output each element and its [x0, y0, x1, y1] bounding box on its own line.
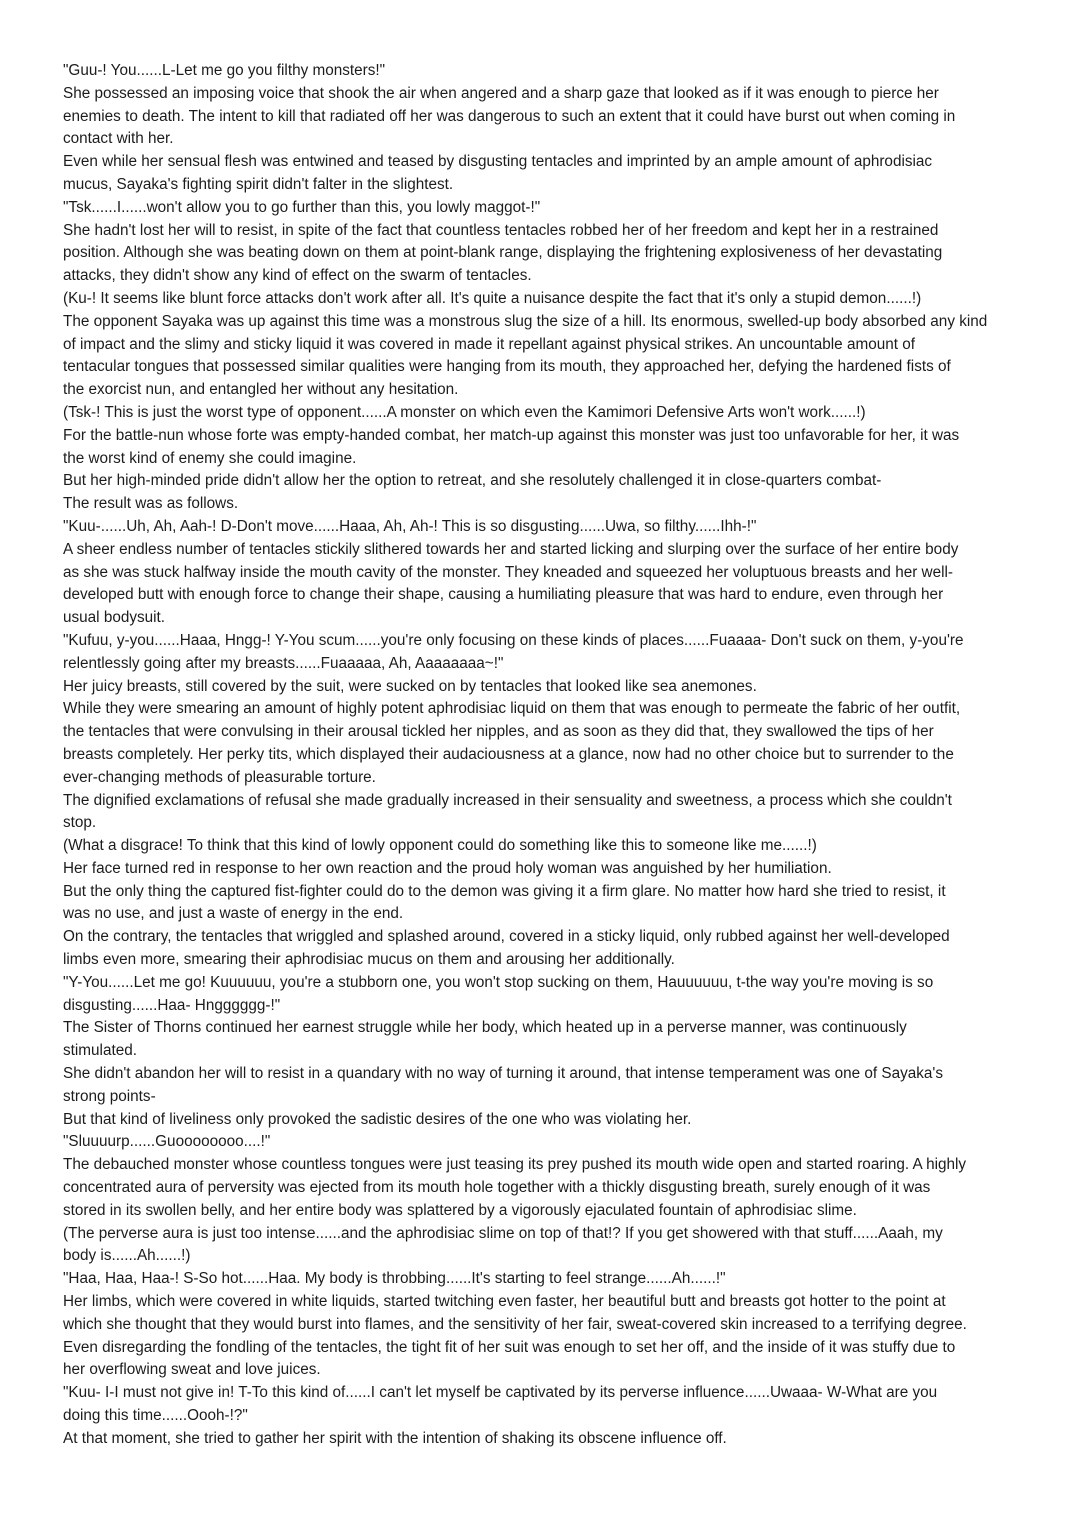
- text-line: For the battle-nun whose forte was empty-handed combat, her match-up against this monster was just too unfavorable for her, it was: [63, 426, 960, 444]
- text-line: doing this time......Oooh-!?": [63, 1407, 248, 1425]
- text-line: disgusting......Haa- Hngggggg-!": [63, 996, 281, 1014]
- paragraph: [63, 470, 1023, 493]
- text-line: (The perverse aura is just too intense......and the aphrodisiac slime on top of that!? If you get showered with that stuff......Aaah, my: [63, 1224, 943, 1242]
- text-line: contact with her.: [63, 130, 174, 148]
- text-line: Even disregarding the fondling of the tentacles, the tight fit of her suit was enough to set her off, and the inside of it was stuffy due to: [63, 1338, 956, 1356]
- text-line: her overflowing sweat and love juices.: [63, 1361, 321, 1379]
- text-line: body is......Ah......!): [63, 1247, 191, 1265]
- paragraph: [63, 972, 1023, 1018]
- paragraph: [63, 1063, 1023, 1109]
- paragraph: [63, 630, 1023, 676]
- paragraph: [63, 1154, 1023, 1222]
- paragraph: [63, 1223, 1023, 1269]
- text-line: On the contrary, the tentacles that wriggled and splashed around, covered in a sticky liquid, only rubbed against her well-developed: [63, 928, 950, 946]
- text-line: limbs even more, smearing their aphrodisiac mucus on them and arousing her additionally.: [63, 951, 675, 969]
- paragraph: [63, 926, 1023, 972]
- text-line: She possessed an imposing voice that shook the air when angered and a sharp gaze that looked as if it was enough to pierce her: [63, 84, 939, 102]
- text-line: But the only thing the captured fist-fighter could do to the demon was giving it a firm glare. No matter how hard she tried to resist, it: [63, 882, 946, 900]
- paragraph: [63, 790, 1023, 836]
- paragraph: [63, 83, 1023, 151]
- paragraph: [63, 493, 1023, 516]
- text-line: While they were smearing an amount of highly potent aphrodisiac liquid on them that was enough to permeate the fabric of her outfit,: [63, 700, 961, 718]
- text-line: breasts completely. Her perky tits, which displayed their audaciousness at a glance, now had no other choice but to surrender to the: [63, 745, 954, 763]
- text-line: The debauched monster whose countless tongues were just teasing its prey pushed its mouth wide open and started roaring. A highly: [63, 1156, 967, 1174]
- paragraph: [63, 676, 1023, 699]
- story-text: [63, 60, 1023, 1451]
- text-line: At that moment, she tried to gather her spirit with the intention of shaking its obscene influence off.: [63, 1429, 727, 1447]
- paragraph: [63, 858, 1023, 881]
- text-line: tentacular tongues that possessed similar qualities were hanging from its mouth, they approached her, defying the hardened fists of: [63, 358, 951, 376]
- text-line: "Y-You......Let me go! Kuuuuuu, you're a stubborn one, you won't stop sucking on them, Hauuuuuu, t-the way you're moving is so: [63, 973, 934, 991]
- text-line: ever-changing methods of pleasurable torture.: [63, 768, 376, 786]
- paragraph: [63, 197, 1023, 220]
- text-line: Her juicy breasts, still covered by the suit, were sucked on by tentacles that looked like sea anemones.: [63, 677, 757, 695]
- text-line: strong points-: [63, 1087, 156, 1105]
- text-line: concentrated aura of perversity was ejected from its mouth hole together with a thickly disgusting breath, surely enough of it was: [63, 1179, 931, 1197]
- paragraph: [63, 1428, 1023, 1451]
- paragraph: [63, 220, 1023, 288]
- text-line: But her high-minded pride didn't allow her the option to retreat, and she resolutely challenged it in close-quarters combat-: [63, 472, 882, 490]
- text-line: stimulated.: [63, 1042, 137, 1060]
- text-line: The result was as follows.: [63, 495, 239, 513]
- text-line: "Tsk......I......won't allow you to go further than this, you lowly maggot-!": [63, 198, 541, 216]
- text-line: Even while her sensual flesh was entwined and teased by disgusting tentacles and imprinted by an ample amount of aphrodisiac: [63, 153, 933, 171]
- paragraph: [63, 698, 1023, 789]
- text-line: (What a disgrace! To think that this kind of lowly opponent could do something like this to someone like me......!): [63, 837, 817, 855]
- paragraph: [63, 60, 1023, 83]
- text-line: Her limbs, which were covered in white liquids, started twitching even faster, her beautiful butt and breasts got hotter to the point at: [63, 1293, 946, 1311]
- paragraph: [63, 425, 1023, 471]
- paragraph: [63, 1131, 1023, 1154]
- paragraph: [63, 402, 1023, 425]
- text-line: usual bodysuit.: [63, 609, 166, 627]
- text-line: relentlessly going after my breasts......Fuaaaaa, Ah, Aaaaaaaa~!": [63, 654, 504, 672]
- paragraph: [63, 1382, 1023, 1428]
- text-line: She didn't abandon her will to resist in a quandary with no way of turning it around, that intense temperament was one of Sayaka's: [63, 1065, 943, 1083]
- text-line: which she thought that they would burst into flames, and the sensitivity of her fair, sweat-covered skin increased to a terrifying degree.: [63, 1315, 967, 1333]
- text-line: But that kind of liveliness only provoked the sadistic desires of the one who was violating her.: [63, 1110, 692, 1128]
- text-line: position. Although she was beating down on them at point-blank range, displaying the frightening explosiveness of her devastating: [63, 244, 943, 262]
- text-line: attacks, they didn't show any kind of effect on the swarm of tentacles.: [63, 267, 532, 285]
- text-line: of impact and the slimy and sticky liquid it was covered in made it repellant against physical strikes. An uncountable amount of: [63, 335, 915, 353]
- text-line: the exorcist nun, and entangled her without any hesitation.: [63, 381, 459, 399]
- text-line: "Sluuuurp......Guoooooooo....!": [63, 1133, 271, 1151]
- paragraph: [63, 1017, 1023, 1063]
- text-line: "Kuu- I-I must not give in! T-To this kind of......I can't let myself be captivated by its perverse influence......Uwaaa- W-What are you: [63, 1384, 938, 1402]
- paragraph: [63, 1109, 1023, 1132]
- paragraph: [63, 881, 1023, 927]
- text-line: She hadn't lost her will to resist, in spite of the fact that countless tentacles robbed her of her freedom and kept her in a restrained: [63, 221, 939, 239]
- text-line: was no use, and just a waste of energy in the end.: [63, 905, 404, 923]
- text-line: stop.: [63, 814, 97, 832]
- paragraph: [63, 151, 1023, 197]
- paragraph: [63, 835, 1023, 858]
- text-line: "Kuu-......Uh, Ah, Aah-! D-Don't move......Haaa, Ah, Ah-! This is so disgusting......Uwa, so filthy......Ihh-!": [63, 517, 757, 535]
- text-line: developed butt with enough force to change their shape, causing a humiliating pleasure that was hard to endure, even through her: [63, 586, 944, 604]
- text-line: stored in its swollen belly, and her entire body was splattered by a vigorously ejaculated fountain of aphrodisiac slime.: [63, 1201, 857, 1219]
- paragraph: [63, 516, 1023, 539]
- paragraph: [63, 1291, 1023, 1382]
- text-line: A sheer endless number of tentacles stickily slithered towards her and started licking and slurping over the surface of her entire body: [63, 540, 959, 558]
- text-line: as she was stuck halfway inside the mouth cavity of the monster. They kneaded and squeezed her voluptuous breasts and her well-: [63, 563, 953, 581]
- paragraph: [63, 539, 1023, 630]
- paragraph: [63, 288, 1023, 311]
- text-line: "Guu-! You......L-Let me go you filthy monsters!": [63, 62, 386, 79]
- text-line: the tentacles that were convulsing in their arousal tickled her nipples, and as soon as they did that, they swallowed the tips of her: [63, 723, 934, 741]
- text-line: the worst kind of enemy she could imagine.: [63, 449, 357, 467]
- text-line: The opponent Sayaka was up against this time was a monstrous slug the size of a hill. Its enormous, swelled-up body absorbed any kind: [63, 312, 988, 330]
- text-line: The Sister of Thorns continued her earnest struggle while her body, which heated up in a perverse manner, was continuously: [63, 1019, 907, 1037]
- text-line: "Kufuu, y-you......Haaa, Hngg-! Y-You scum......you're only focusing on these kinds of places......Fuaaaa- Don't suck on them, y-you're: [63, 631, 964, 649]
- paragraph: [63, 1268, 1023, 1291]
- text-line: Her face turned red in response to her own reaction and the proud holy woman was anguished by her humiliation.: [63, 859, 832, 877]
- text-line: enemies to death. The intent to kill that radiated off her was dangerous to such an extent that it could have burst out when coming in: [63, 107, 956, 125]
- text-line: "Haa, Haa, Haa-! S-So hot......Haa. My body is throbbing......It's starting to feel strange......Ah......!": [63, 1270, 726, 1288]
- text-line: (Tsk-! This is just the worst type of opponent......A monster on which even the Kamimori Defensive Arts won't work......!): [63, 403, 866, 421]
- text-line: (Ku-! It seems like blunt force attacks don't work after all. It's quite a nuisance despite the fact that it's only a stupid demon......!): [63, 289, 922, 307]
- text-line: The dignified exclamations of refusal she made gradually increased in their sensuality and sweetness, a process which she couldn't: [63, 791, 952, 809]
- text-line: mucus, Sayaka's fighting spirit didn't falter in the slightest.: [63, 175, 454, 193]
- paragraph: [63, 311, 1023, 402]
